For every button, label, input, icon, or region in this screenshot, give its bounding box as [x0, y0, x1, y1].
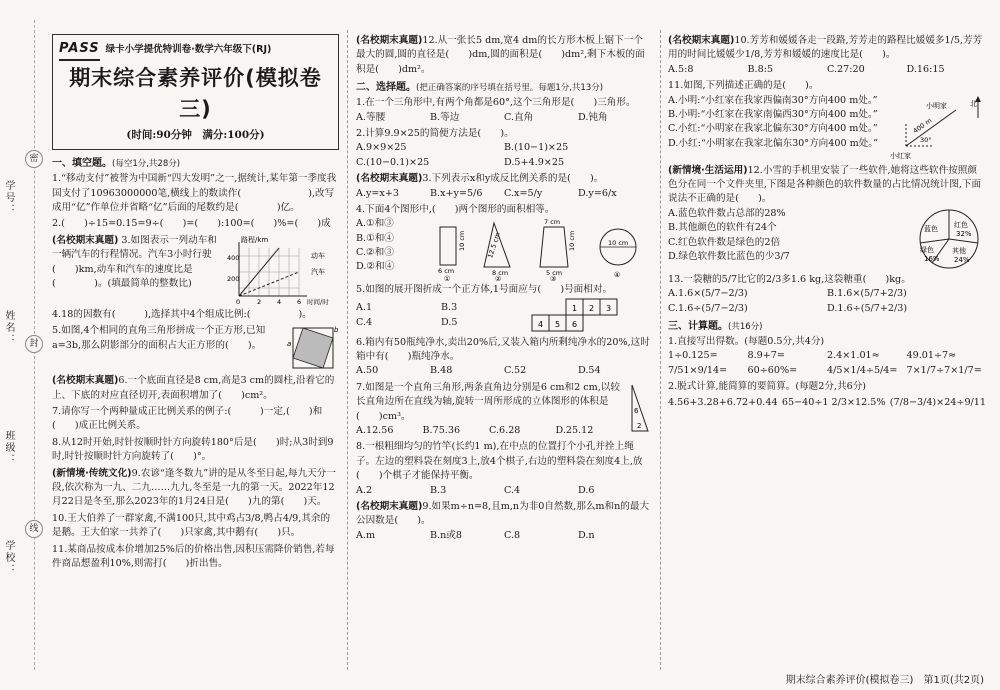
question-tag: (新情境·生活运用) — [668, 164, 748, 176]
label-shape-2: ② — [495, 275, 502, 282]
label-circle-d: 10 cm — [608, 239, 629, 248]
option-a: A.1 — [356, 302, 373, 314]
question-tag: (名校期末真题) — [356, 500, 423, 512]
question-text: 7.如图是一个直角三角形,两条直角边分别是6 cm和2 cm,以较长直角边所在直线为轴,旋转一周所形成的立体图形的体积是( )cm³。 — [356, 381, 620, 422]
option-b: B.8:5 — [747, 63, 774, 75]
page-footer: 期末综合素养评价(模拟卷三) 第1页(共2页) — [785, 675, 984, 686]
option-d: D.54 — [578, 365, 601, 377]
option-b: B.x+y=5/6 — [430, 187, 483, 199]
question-1-3 — [52, 234, 339, 306]
option-d: D.5 — [441, 316, 458, 328]
question-1-7: 7.请你写一个两种量成正比例关系的例子:( )一定,( )和( )成正比例关系。 — [52, 405, 323, 432]
question-1-2: 2.( )÷15=0.15=9÷( )=( ):100=( )%=( )成 — [52, 218, 331, 230]
pass-logo: PASS — [59, 39, 100, 61]
section-note: (每空1分,共28分) — [112, 159, 181, 170]
options — [356, 364, 652, 378]
option-c: C.红色软件数是绿色的2倍 — [668, 236, 781, 248]
option-d: D.1.6÷(5/7+2/3) — [827, 302, 908, 314]
question-text: 13.一袋糖的5/7比它的2/3多1.6 kg,这袋糖重( )kg。 — [668, 273, 911, 285]
options — [668, 94, 882, 162]
option-a: A.9×9×25 — [356, 142, 407, 154]
question-2-2 — [356, 127, 652, 170]
label-rect-h: 10 cm — [458, 231, 466, 252]
question-tag: (名校期末真题) — [356, 35, 423, 46]
net-cell-4: 4 — [538, 319, 544, 329]
calc-item: 7/51×9/14= — [668, 364, 728, 376]
xtick-4: 4 — [277, 297, 282, 306]
option-b: B.其他颜色的软件有24个 — [668, 222, 777, 234]
option-a: A.m — [356, 529, 376, 541]
option-a: A.蓝色软件数占总部的28% — [668, 207, 786, 219]
options — [356, 529, 652, 543]
calc-items — [668, 396, 986, 410]
question-2-6 — [356, 336, 652, 379]
question-text: 2.脱式计算,能简算的要简算。(每题2分,共6分) — [668, 381, 867, 393]
series-title: 绿卡小学提优特训卷·数学六年级下(RJ) — [105, 43, 272, 55]
section-title: 二、选择题。 — [356, 82, 416, 94]
options — [356, 424, 622, 438]
question-text: 3.下列表示x和y成反比例关系的是( )。 — [422, 173, 604, 185]
slice-red-pct: 32% — [956, 229, 972, 238]
slice-other-pct: 24% — [954, 255, 970, 264]
question-2-12 — [668, 164, 986, 271]
option-b: B.小明:“小红家在我家南偏西30°方向400 m处。” — [668, 108, 878, 120]
calc-item: 65−40÷1 2/3×12.5% — [781, 397, 886, 409]
option-d: D.n — [578, 529, 595, 541]
question-2-10 — [668, 34, 986, 77]
question-1-4: 4.18的因数有( ),选择其中4个组成比例:( )。 — [52, 308, 312, 320]
legend-car: 汽车 — [311, 267, 325, 276]
option-b: B.3 — [430, 484, 447, 496]
label-shape-3: ③ — [550, 275, 557, 282]
question-2-13 — [668, 273, 986, 316]
question-text: 9.农谚“逢冬数九”讲的是从冬至日起,每九天分一段,依次称为一九、二九……九九,冬至是一九的第一天。2022年12月22日是冬至,那么2023年的1月24日是( )九的第( )天。 — [52, 467, 336, 508]
option-c: C.52 — [504, 365, 527, 377]
slice-green: 绿色 — [920, 245, 934, 254]
options — [668, 287, 986, 316]
calc-item: 2.4×1.01≈ — [827, 350, 880, 362]
distance-label: 400 m — [911, 116, 934, 135]
option-a: A.12.56 — [356, 425, 394, 437]
question-1-6 — [52, 374, 339, 403]
option-b: B.48 — [430, 365, 453, 377]
label-tri-base: 8 cm — [492, 269, 509, 278]
margin-label-name: 姓名： — [3, 310, 14, 346]
option-c: C.小红:“小明家在我家北偏东30°方向400 m处。” — [668, 123, 878, 135]
option-d: D.绿色软件数比蓝色的少3/7 — [668, 250, 790, 262]
option-a: A.①和③ — [356, 218, 394, 230]
margin-label-school: 学校： — [3, 540, 14, 576]
question-text: 1.在一个三角形中,有两个角都是60°,这个三角形是( )三角形。 — [356, 97, 636, 109]
slice-other: 其他 — [952, 246, 966, 255]
section-choice — [356, 80, 652, 95]
section-fill-in — [52, 156, 339, 171]
option-d: D.钝角 — [578, 111, 608, 123]
calc-items — [668, 349, 986, 378]
column-divider — [347, 30, 348, 670]
question-tag: (名校期末真题) — [668, 35, 735, 46]
option-d: D.6 — [578, 484, 595, 496]
exam-header — [52, 34, 339, 150]
calc-question-2 — [668, 380, 986, 411]
cut-mark-feng: 封 — [25, 335, 43, 353]
option-c: C.6.28 — [489, 425, 521, 437]
margin-label-class: 班级： — [3, 430, 14, 466]
option-a: A.5:8 — [668, 63, 694, 75]
home-xiaohong: 小红家 — [890, 151, 911, 160]
chart-xlabel: 时间/时 — [307, 297, 329, 306]
label-b: b — [334, 326, 339, 335]
option-a: A.2 — [356, 484, 373, 496]
question-2-9 — [356, 500, 652, 543]
question-1-12 — [356, 34, 652, 77]
option-a: A.等腰 — [356, 111, 386, 123]
question-text: 1.直接写出得数。(每题0.5分,共4分) — [668, 335, 825, 347]
question-text: 6.箱内有50瓶纯净水,卖出20%后,又装入箱内所剩纯净水的20%,这时箱中有( )瓶纯净水。 — [356, 336, 650, 363]
question-text: 12.小雪的手机里安装了一些软件,她将这些软件按照颜色分在同一个文件夹里,下图是各种颜色的软件数量的占比情况统计图,下面说法不正确的是( )。 — [668, 164, 982, 205]
option-c: C.4 — [504, 484, 521, 496]
label-trap-h: 10 cm — [568, 231, 576, 252]
label-tri-side: 12.5 cm — [486, 231, 502, 260]
label-trap-bottom: 5 cm — [546, 269, 563, 278]
option-a: A.小明:“小红家在我家西偏南30°方向400 m处。” — [668, 94, 878, 106]
question-1-10: 10.王大伯养了一群家禽,不满100只,其中鸡占3/8,鸭占4/9,其余的是鹅。王大伯家一共养了( )只家禽,其中鹅有( )只。 — [52, 512, 331, 539]
square-figure — [287, 324, 339, 372]
ytick-200: 200 — [227, 274, 240, 283]
question-text: 9.如果m÷n=8,且m,n为非0自然数,那么m和n的最大公因数是( )。 — [356, 500, 650, 527]
column-divider — [660, 30, 661, 670]
xtick-6: 6 — [297, 297, 302, 306]
option-c: C.(10−0.1)×25 — [356, 156, 430, 168]
section-note: (把正确答案的序号填在括号里。每题1分,共13分) — [416, 83, 604, 94]
label-leg-2: 2 — [637, 421, 642, 430]
calc-item: 7×1/7÷7×1/7= — [906, 364, 982, 376]
question-text: 12.从一张长5 dm,宽4 dm的长方形木板上锯下一个最大的圆,圆的直径是( )dm,圆的面积是( )dm²,剩下木板的面积是( )dm²。 — [356, 35, 645, 75]
column-3 — [668, 34, 986, 672]
options — [356, 217, 428, 275]
options — [356, 111, 652, 125]
option-b: B.3 — [441, 302, 458, 314]
option-b: B.等边 — [430, 111, 460, 123]
distance-time-chart — [227, 234, 339, 306]
question-text: 5.如图,4个相同的直角三角形拼成一个正方形,已知a=3b,那么阴影部分的面积占大正方形的( )。 — [52, 325, 266, 351]
xtick-0: 0 — [236, 297, 241, 306]
ytick-400: 400 — [227, 253, 240, 262]
label-shape-1: ① — [444, 275, 451, 282]
option-c: C.8 — [504, 529, 521, 541]
label-rect-w: 6 cm — [438, 267, 455, 276]
option-c: C.4 — [356, 316, 373, 328]
label-leg-6: 6 — [634, 406, 639, 415]
label-trap-top: 7 cm — [544, 218, 561, 227]
options — [356, 187, 652, 201]
option-b: B.(10−1)×25 — [504, 142, 569, 154]
xtick-2: 2 — [257, 297, 262, 306]
option-b: B.n或8 — [430, 529, 462, 541]
question-tag: (名校期末真题) — [52, 234, 119, 246]
section-title: 一、填空题。 — [52, 158, 112, 170]
question-tag: (名校期末真题) — [52, 375, 119, 387]
option-a: A.1.6×(5/7−2/3) — [668, 288, 748, 300]
question-1-8: 8.从12时开始,时针按顺时针方向旋转180°后是( )时;从3时到9时,时针按顺时针方向旋转了( )°。 — [52, 436, 334, 463]
net-cell-2: 2 — [589, 303, 595, 313]
option-b: B.75.36 — [422, 425, 461, 437]
calc-item: 49.01÷7≈ — [906, 350, 957, 362]
column-1 — [52, 34, 339, 672]
cube-net-figure — [526, 298, 636, 334]
option-c: C.②和③ — [356, 247, 394, 259]
question-1-1: 1.“移动支付”被誉为中国新“四大发明”之一,据统计,某年第一季度我国支付了10963000000笔,横线上的数读作( ),改写成用“亿”作单位并省略“亿”后面的尾数约是( )亿。 — [52, 173, 337, 214]
question-text: 8.一根粗细均匀的竹竿(长约1 m),在中点的位置打个小孔并拴上绳子。左边的塑料袋在刻度3上,放4个棋子,右边的塑料袋在刻度4上,放( )个棋子才能保持平衡。 — [356, 441, 643, 482]
column-2 — [356, 34, 652, 672]
slice-green-pct: 16% — [924, 254, 940, 263]
question-text: 5.如图的展开图折成一个正方体,1号面应与( )号面相对。 — [356, 284, 613, 296]
net-cell-3: 3 — [606, 303, 612, 313]
option-b: B.①和④ — [356, 232, 394, 244]
question-text: 3.如图表示一列动车和一辆汽车的行程情况。汽车3小时行驶( )km,动车和汽车的速度比是( )。(填最简单的整数比) — [52, 234, 217, 289]
option-d: D.y=6/x — [578, 187, 617, 199]
question-1-9 — [52, 467, 339, 510]
question-2-7 — [356, 381, 652, 439]
question-tag: (新情境·传统文化) — [52, 467, 132, 479]
option-d: D.小红:“小明家在我家北偏东30°方向400 m处。” — [668, 137, 879, 149]
calc-item: (7/8−3/4)×24÷9/11 — [889, 397, 986, 409]
question-2-8 — [356, 440, 652, 498]
net-cell-5: 5 — [555, 319, 561, 329]
option-c: C.1.6÷(5/7−2/3) — [668, 302, 748, 314]
question-2-3 — [356, 172, 652, 201]
margin-label-student-id: 学号： — [3, 180, 14, 216]
section-title: 三、计算题。 — [668, 320, 728, 332]
slice-red: 红色 — [954, 220, 968, 229]
label-shape-4: ④ — [614, 271, 621, 280]
option-c: C.x=5/y — [504, 187, 543, 199]
option-c: C.27:20 — [827, 63, 865, 75]
exam-info: (时间:90分钟 满分:100分) — [126, 128, 265, 141]
pie-chart — [912, 207, 986, 271]
options — [356, 301, 526, 330]
question-text: 11.如图,下列描述正确的是( )。 — [668, 80, 819, 92]
calc-item: 8.9+7= — [747, 350, 785, 362]
options — [356, 141, 652, 170]
cut-mark-xian: 线 — [25, 520, 43, 538]
label-a: a — [287, 340, 292, 349]
shapes-figure — [432, 217, 650, 281]
angle-label: 30° — [920, 135, 932, 144]
calc-item: 4.56+3.28+6.72+0.44 — [668, 397, 778, 409]
chart-ylabel: 路程/km — [241, 235, 269, 244]
right-triangle-figure — [626, 381, 652, 437]
section-calculation — [668, 319, 986, 334]
legend-train: 动车 — [311, 251, 325, 260]
home-xiaoming: 小明家 — [926, 101, 947, 110]
north-label: 北 — [970, 99, 977, 108]
net-cell-6: 6 — [572, 319, 578, 329]
question-1-5 — [52, 324, 339, 372]
net-cell-1: 1 — [572, 303, 578, 313]
option-a: A.50 — [356, 365, 379, 377]
direction-figure — [886, 94, 986, 162]
options — [356, 484, 652, 498]
question-2-1 — [356, 96, 652, 125]
question-2-5 — [356, 283, 652, 333]
question-text: 4.下面4个图形中,( )两个图形的面积相等。 — [356, 203, 555, 215]
question-2-4 — [356, 203, 652, 281]
question-2-11 — [668, 79, 986, 161]
option-b: B.1.6×(5/7+2/3) — [827, 288, 907, 300]
option-d: D.25.12 — [555, 425, 594, 437]
slice-blue: 蓝色 — [924, 224, 938, 233]
option-c: C.直角 — [504, 111, 534, 123]
option-d: D.5+4.9×25 — [504, 156, 565, 168]
question-text: 2.计算9.9×25的简便方法是( )。 — [356, 127, 514, 139]
calc-item: 4/5×1/4÷5/4= — [827, 364, 898, 376]
option-a: A.y=x+3 — [356, 187, 399, 199]
section-note: (共16分) — [728, 321, 763, 332]
options — [668, 63, 986, 77]
question-tag: (名校期末真题) — [356, 173, 423, 185]
option-d: D.②和④ — [356, 261, 395, 273]
question-1-11: 11.某商品按成本价增加25%后的价格出售,因积压需降价销售,若每件商品想盈利10%,则需打( )折出售。 — [52, 543, 335, 569]
brand-row — [59, 39, 332, 61]
cut-mark-mi: 密 — [25, 150, 43, 168]
calc-item: 1÷0.125= — [668, 350, 718, 362]
question-text: 10.芳芳和媛媛各走一段路,芳芳走的路程比媛媛多1/5,芳芳用的时间比媛媛少1/8,芳芳和媛媛的速度比是( )。 — [668, 35, 983, 61]
binding-margin — [0, 0, 46, 690]
option-d: D.16:15 — [906, 63, 945, 75]
options — [668, 207, 908, 271]
calc-question-1 — [668, 335, 986, 378]
question-text: 6.一个底面直径是8 cm,高是3 cm的圆柱,沿着它的上、下底的对应直径切开,表面积增加了( )cm²。 — [52, 375, 335, 401]
exam-title: 期末综合素养评价(模拟卷三) — [69, 65, 322, 121]
calc-item: 60÷60%= — [747, 364, 798, 376]
